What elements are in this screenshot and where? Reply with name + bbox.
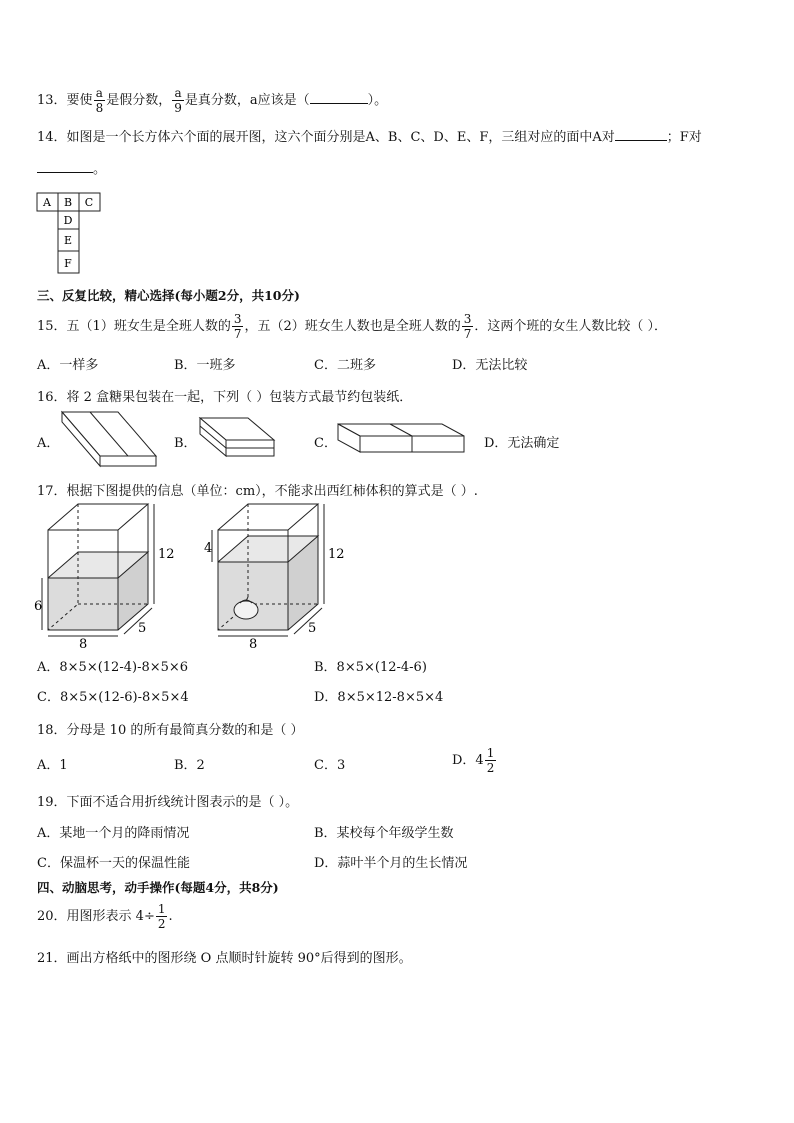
q16-option-c-figure[interactable] [336, 420, 468, 456]
fraction-3-over-7 [232, 312, 244, 341]
fraction-numerator: 1 [157, 902, 166, 916]
q14-text-mid: ；F对 [666, 130, 702, 145]
q16-option-d[interactable]: D．无法确定 [484, 436, 560, 451]
fig2-depth-label: 5 [308, 621, 317, 636]
fig1-height-label: 12 [158, 547, 175, 562]
question-19: 19．下面不适合用折线统计图表示的是（ ）。 [37, 795, 299, 810]
q15-option-c[interactable]: C．二班多 [314, 358, 376, 373]
fig2-height-label: 12 [328, 547, 345, 562]
q13-number: 13． [37, 93, 67, 108]
question-14-line-2 [37, 158, 106, 177]
q18-option-a[interactable]: A．1 [37, 758, 68, 773]
q14-text: 14．如图是一个长方体六个面的展开图，这六个面分别是A、B、C、D、E、F，三组对应的面中A对 [37, 130, 615, 145]
answer-blank[interactable] [37, 160, 93, 173]
q18-option-b[interactable]: B．2 [174, 758, 205, 773]
q17-container-figure-2 [204, 500, 345, 652]
question-14-line-1 [37, 126, 702, 145]
answer-blank[interactable] [310, 91, 368, 104]
question-15 [37, 312, 667, 341]
fig1-length-label: 8 [79, 637, 88, 652]
fraction-denominator: 2 [486, 761, 495, 775]
q15-text-3: ．这两个班的女生人数比较（ ）． [474, 319, 668, 334]
net-face-e: E [63, 234, 73, 247]
q20-text-1: 20．用图形表示 4÷ [37, 909, 155, 924]
q17-option-a[interactable]: A．8×5×(12-4)-8×5×6 [37, 660, 189, 675]
net-face-c: C [84, 196, 94, 209]
question-16: 16．将 2 盒糖果包装在一起，下列（ ）包装方式最节约包装纸． [37, 390, 413, 405]
fraction-1-over-2 [156, 902, 168, 931]
answer-blank[interactable] [615, 128, 667, 141]
fig1-water-label: 6 [34, 599, 43, 614]
fraction-3-over-7 [462, 312, 474, 341]
q19-option-a[interactable]: A．某地一个月的降雨情况 [37, 826, 190, 841]
question-21: 21．画出方格纸中的图形绕 O 点顺时针旋转 90°后得到的图形。 [37, 951, 412, 966]
q13-text-1: 要使 [66, 93, 93, 108]
q15-text-1: 15．五（1）班女生是全班人数的 [37, 319, 231, 334]
section-3-heading: 三、反复比较，精心选择(每小题2分，共10分) [37, 288, 300, 303]
q15-option-b[interactable]: B．一班多 [174, 358, 236, 373]
fig1-depth-label: 5 [138, 621, 147, 636]
fraction-denominator: 7 [233, 327, 242, 341]
question-20 [37, 902, 173, 931]
q15-option-a[interactable]: A．一样多 [37, 358, 99, 373]
fraction-denominator: 9 [174, 101, 182, 115]
fraction-numerator: a [95, 86, 103, 100]
question-17: 17．根据下图提供的信息（单位：cm），不能求出西红柿体积的算式是（ ）. [37, 484, 478, 499]
section-4-heading: 四、动脑思考，动手操作(每题4分，共8分) [37, 880, 279, 895]
q18-option-c[interactable]: C．3 [314, 758, 346, 773]
q19-option-b[interactable]: B．某校每个年级学生数 [314, 826, 454, 841]
q17-container-figure-1 [34, 500, 175, 652]
q13-text-2: 是假分数， [106, 93, 172, 108]
fig2-length-label: 8 [249, 637, 258, 652]
q15-option-d[interactable]: D．无法比较 [452, 358, 528, 373]
net-face-a: A [43, 196, 51, 209]
fraction-a-over-8 [94, 86, 106, 115]
q17-option-d[interactable]: D．8×5×12-8×5×4 [314, 690, 444, 705]
q13-text-3: 是真分数，a应该是（ [184, 93, 310, 108]
q15-text-2: ，五（2）班女生人数也是全班人数的 [244, 319, 461, 334]
q16-option-a-figure[interactable] [58, 410, 160, 470]
net-face-b: B [63, 196, 73, 209]
fraction-1-over-2 [485, 746, 497, 775]
fraction-a-over-9 [172, 86, 184, 115]
q16-option-c-label[interactable]: C． [314, 436, 337, 451]
fraction-numerator: a [174, 86, 182, 100]
net-face-d: D [63, 214, 73, 227]
q13-text-4: ）。 [367, 93, 388, 108]
fraction-numerator: 3 [233, 312, 242, 326]
fraction-numerator: 1 [486, 746, 495, 760]
fig2-top-label: 4 [204, 541, 213, 556]
cuboid-net-figure [36, 192, 106, 274]
net-face-f: F [64, 257, 72, 270]
q14-line-end: 。 [93, 162, 107, 177]
q16-option-a-label[interactable]: A． [37, 436, 60, 451]
fraction-denominator: 2 [157, 917, 166, 931]
question-13 [37, 86, 387, 115]
q17-option-c[interactable]: C．8×5×(12-6)-8×5×4 [37, 690, 189, 705]
q17-option-b[interactable]: B．8×5×(12-4-6) [314, 660, 427, 675]
question-18: 18．分母是 10 的所有最简真分数的和是（ ） [37, 723, 304, 738]
q19-option-c[interactable]: C．保温杯一天的保温性能 [37, 856, 190, 871]
fraction-denominator: 8 [95, 101, 104, 115]
q18-option-d[interactable] [452, 746, 497, 775]
fraction-numerator: 3 [463, 312, 472, 326]
fraction-denominator: 7 [463, 327, 472, 341]
q18-option-d-label: D．4 [452, 753, 484, 768]
q19-option-d[interactable]: D．蒜叶半个月的生长情况 [314, 856, 468, 871]
q16-option-b-figure[interactable] [196, 414, 280, 460]
q20-text-2: . [168, 909, 173, 924]
q16-option-b-label[interactable]: B． [174, 436, 197, 451]
